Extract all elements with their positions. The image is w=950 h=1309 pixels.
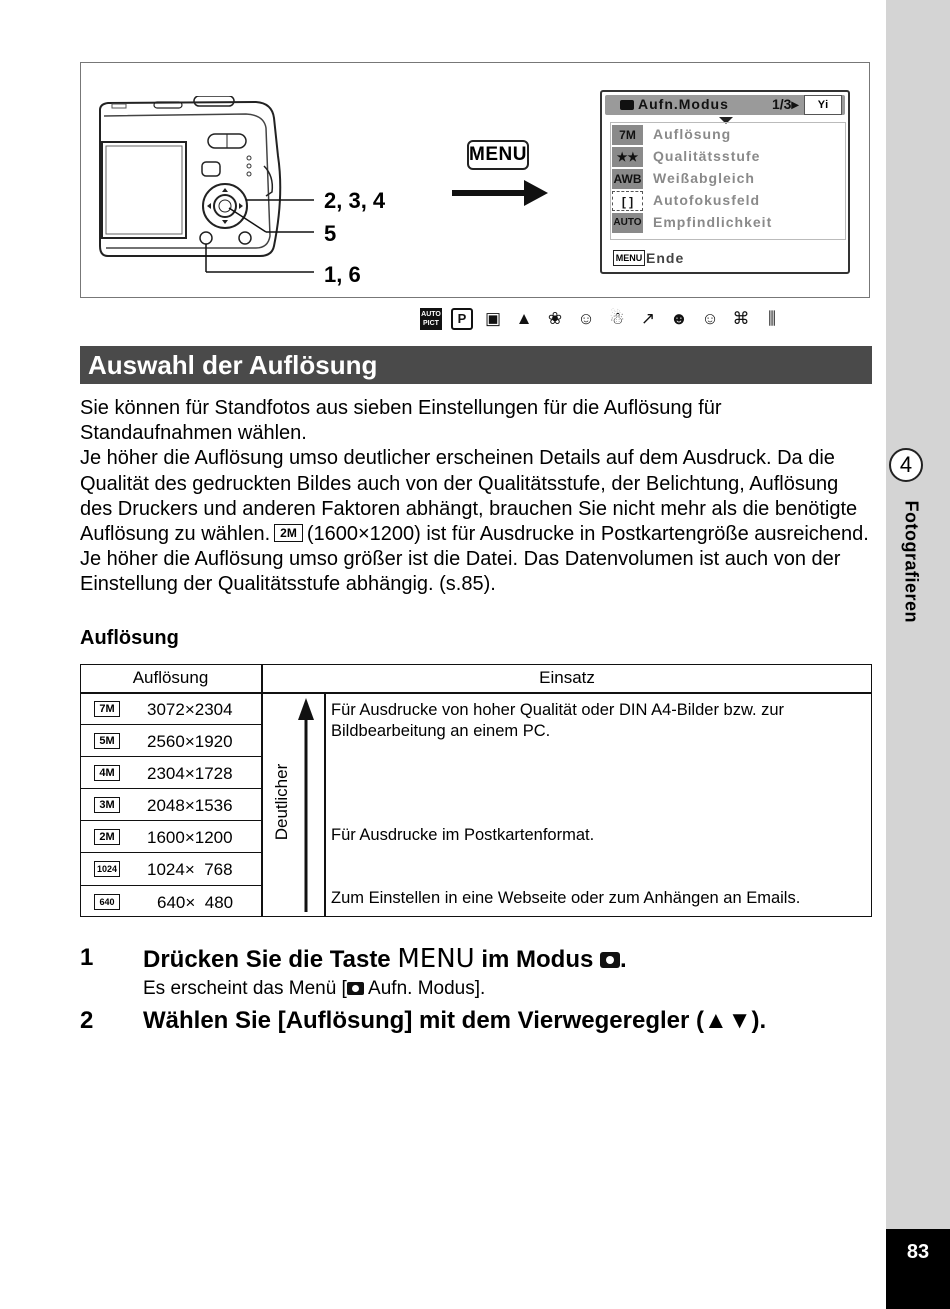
awb-icon: AWB [612, 169, 643, 189]
lcd-title-text: Aufn.Modus [638, 96, 729, 112]
table-heading: Auflösung [80, 627, 179, 649]
step-text-part: Aufn. Modus]. [363, 978, 486, 999]
chapter-title-text: Fotografieren [901, 500, 922, 624]
step-1-result [143, 978, 485, 1000]
program-mode-icon: P [451, 308, 473, 330]
table-divider [80, 724, 262, 725]
menu-key-icon: MENU [397, 944, 475, 974]
wrench-tab-icon: Yі [804, 95, 842, 115]
chapter-number: 4 [889, 448, 923, 482]
resolution-2m-icon: 2M [274, 524, 303, 542]
kids-icon: ☻ [670, 309, 688, 328]
resolution-1024-icon: 1024 [94, 861, 120, 877]
table-divider [324, 692, 326, 917]
table-divider [80, 852, 262, 853]
lcd-item-sensitivity [612, 212, 842, 234]
usage-web: Zum Einstellen in eine Webseite oder zum Anhängen an Emails. [331, 889, 801, 907]
callout-ok: 5 [324, 221, 337, 246]
chapter-sidebar [886, 0, 950, 1309]
arrow-right-icon [452, 180, 548, 206]
resolution-7m-icon: 7M [612, 125, 643, 145]
menu-key-icon: MENU [613, 250, 645, 266]
step-text-part: . [620, 946, 627, 973]
usage-high-quality: Für Ausdrucke von hoher Qualität oder DIN A4-Bilder bzw. zur Bildbearbeitung an einem PC. [331, 701, 785, 740]
shooting-mode-icons [420, 306, 872, 332]
camera-icon [347, 982, 364, 995]
camera-icon [620, 100, 634, 110]
table-divider [80, 788, 262, 789]
quality-stars-icon: ★★ [612, 147, 643, 167]
auto-picture-icon: AUTO PICT [420, 308, 442, 330]
table-divider [80, 885, 262, 886]
step-number: 1 [80, 944, 94, 971]
column-header-resolution: Auflösung [132, 668, 209, 687]
lcd-item-label: Empfindlichkeit [653, 214, 773, 230]
camera-icon [600, 952, 620, 968]
page-number: 83 [886, 1229, 950, 1309]
lcd-item-label: Qualitätsstufe [653, 148, 761, 164]
callout-controller: 2, 3, 4 [324, 188, 386, 213]
triangle-right-icon: ▸ [791, 96, 799, 112]
lcd-item-resolution [612, 124, 842, 146]
resolution-7m-icon: 7M [94, 701, 120, 717]
step-text-part: im Modus [481, 946, 594, 973]
table-divider [80, 692, 872, 694]
chapter-title [896, 500, 922, 650]
landscape-icon: ▲ [515, 309, 533, 328]
step-1-text [143, 944, 627, 974]
flower-icon: ❀ [547, 309, 563, 328]
night-scene-icon: ▣ [484, 309, 502, 328]
resolution-value: 2304×1728 [147, 764, 233, 783]
lcd-item-quality [612, 146, 842, 168]
lcd-item-af-area [612, 190, 842, 212]
lcd-item-white-balance [612, 168, 842, 190]
surf-snow-icon: ☃ [609, 309, 625, 328]
table-divider [80, 820, 262, 821]
portrait-icon: ☺ [577, 309, 595, 328]
step-number: 2 [80, 1007, 94, 1034]
iso-auto-icon: AUTO [612, 213, 643, 233]
step-2-text: Wählen Sie [Auflösung] mit dem Vierwegeregler (▲▼). [143, 1007, 767, 1034]
pet-icon: ⌘ [732, 309, 750, 328]
section-title: Auswahl der Auflösung [88, 350, 378, 380]
usage-postcard: Für Ausdrucke im Postkartenformat. [331, 826, 595, 844]
resolution-value: 640× 480 [157, 893, 234, 912]
resolution-2m-icon: 2M [94, 829, 120, 845]
focus-frame-icon: [ ] [612, 191, 643, 211]
scale-label [262, 756, 302, 852]
column-header-usage: Einsatz [539, 668, 595, 687]
lcd-item-label: Auflösung [653, 126, 732, 142]
resolution-640-icon: 640 [94, 894, 120, 910]
step-text-part: Es erscheint das Menü [ [143, 978, 347, 999]
intro-sentence: Je höher die Auflösung umso deutlicher erscheinen Details auf dem Ausdruck. Da die Qualität des gedruckten Bildes auch von der Qualitätsstufe, der Belichtung, Auflösung des Druckers und anderen Faktoren abhängt, brauchen Sie nicht mehr als die benötigte Auflösung zu wählen. [80, 447, 858, 546]
resolution-4m-icon: 4M [94, 765, 120, 781]
resolution-5m-icon: 5M [94, 733, 120, 749]
lcd-footer-text: Ende [646, 250, 685, 266]
sport-icon: ↗ [640, 309, 656, 328]
intro-sentence: (1600×1200) ist für Ausdrucke in Postkartengröße ausreichend. Je höher die Auflösung umso größer ist die Datei. Das Datenvolumen ist auch von der Einstellung der Qualitätsstufe abhängig. (s.85). [80, 523, 869, 596]
lcd-title [620, 96, 729, 112]
lcd-item-label: Autofokusfeld [653, 192, 761, 208]
lcd-page-indicator [772, 96, 799, 113]
resolution-value: 2048×1536 [147, 796, 233, 815]
resolution-3m-icon: 3M [94, 797, 120, 813]
resolution-value: 2560×1920 [147, 732, 233, 751]
lcd-item-label: Weißabgleich [653, 170, 755, 186]
intro-paragraph [80, 396, 876, 598]
food-icon: ⫼ [768, 309, 776, 328]
smile-icon: ☺ [701, 309, 719, 328]
resolution-value: 1600×1200 [147, 828, 233, 847]
step-text-part: Drücken Sie die Taste [143, 946, 391, 973]
callout-menu: 1, 6 [324, 262, 361, 287]
resolution-value: 3072×2304 [147, 700, 233, 719]
lcd-page-text: 1/3 [772, 96, 792, 112]
scale-label-text: Deutlicher [272, 763, 291, 841]
resolution-value: 1024× 768 [147, 860, 233, 879]
intro-sentence: Sie können für Standfotos aus sieben Einstellungen für die Auflösung für Standaufnahmen wählen. [80, 397, 722, 445]
table-divider [80, 756, 262, 757]
menu-key-icon: MENU [467, 140, 529, 170]
